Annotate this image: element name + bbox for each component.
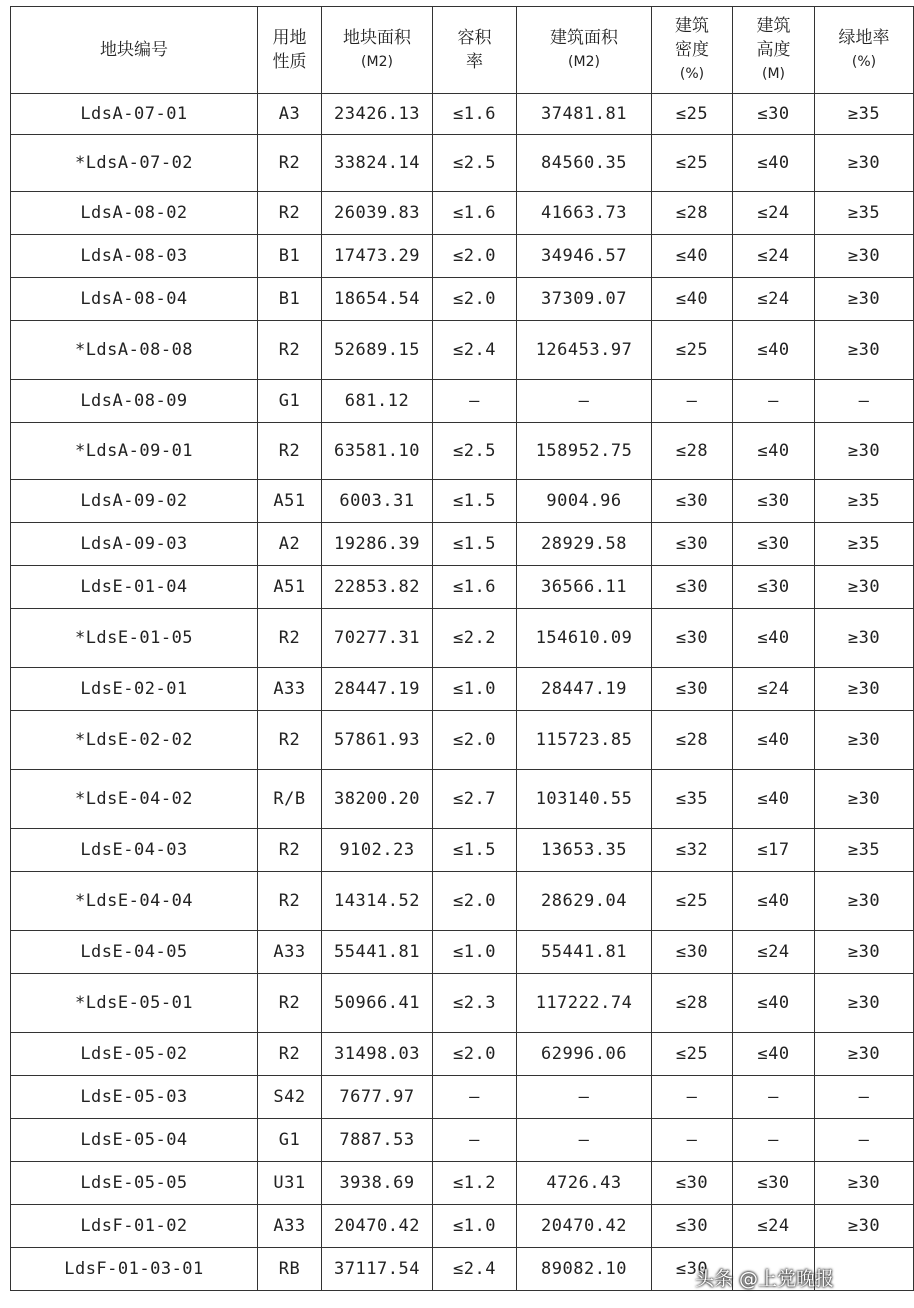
table-cell: ≤2.0 xyxy=(433,1033,517,1076)
table-cell: G1 xyxy=(258,380,322,423)
table-cell: ≤30 xyxy=(652,566,733,609)
table-cell: ≤30 xyxy=(652,480,733,523)
table-cell: ≤32 xyxy=(652,829,733,872)
table-cell: ≤40 xyxy=(733,711,815,770)
table-cell: LdsE-05-05 xyxy=(11,1162,258,1205)
table-cell: ≤24 xyxy=(733,1205,815,1248)
table-row xyxy=(11,235,914,278)
table-cell: LdsE-05-03 xyxy=(11,1076,258,1119)
table-cell: ≤1.5 xyxy=(433,480,517,523)
table-cell: 31498.03 xyxy=(322,1033,433,1076)
table-cell: ≤2.0 xyxy=(433,235,517,278)
table-cell: *LdsA-09-01 xyxy=(11,423,258,480)
table-cell: ≤40 xyxy=(652,278,733,321)
table-cell: B1 xyxy=(258,278,322,321)
table-cell: 158952.75 xyxy=(517,423,652,480)
table-cell: 20470.42 xyxy=(322,1205,433,1248)
table-cell: ≤30 xyxy=(733,523,815,566)
table-cell: 22853.82 xyxy=(322,566,433,609)
table-body xyxy=(11,94,914,1291)
table-cell: ≤40 xyxy=(733,609,815,668)
table-cell: RB xyxy=(258,1248,322,1291)
table-cell: — xyxy=(815,1119,914,1162)
table-cell: — xyxy=(815,380,914,423)
table-cell: ≤28 xyxy=(652,192,733,235)
table-cell: ≥30 xyxy=(815,1162,914,1205)
table-cell: ≤24 xyxy=(733,931,815,974)
table-cell: ≥30 xyxy=(815,1033,914,1076)
table-cell: LdsE-04-03 xyxy=(11,829,258,872)
table-cell: ≤40 xyxy=(733,872,815,931)
table-cell: *LdsE-02-02 xyxy=(11,711,258,770)
table-cell: 28447.19 xyxy=(517,668,652,711)
table-cell: 84560.35 xyxy=(517,135,652,192)
table-row xyxy=(11,278,914,321)
table-cell: ≤2.5 xyxy=(433,423,517,480)
table-cell: ≤24 xyxy=(733,235,815,278)
table-cell: ≥30 xyxy=(815,872,914,931)
table-cell: ≤40 xyxy=(733,423,815,480)
document-page xyxy=(10,6,890,1291)
table-cell: ≤25 xyxy=(652,1033,733,1076)
table-cell: ≤40 xyxy=(733,135,815,192)
table-cell: 62996.06 xyxy=(517,1033,652,1076)
table-cell: 55441.81 xyxy=(517,931,652,974)
table-cell: ≤40 xyxy=(733,321,815,380)
table-cell: LdsF-01-02 xyxy=(11,1205,258,1248)
column-header xyxy=(11,7,258,94)
column-header-line: 地块编号 xyxy=(100,40,168,60)
table-cell: LdsA-07-01 xyxy=(11,94,258,135)
table-cell: ≥30 xyxy=(815,278,914,321)
column-header-line: (M) xyxy=(761,66,785,82)
table-cell: LdsA-08-04 xyxy=(11,278,258,321)
table-cell: 63581.10 xyxy=(322,423,433,480)
table-cell: 36566.11 xyxy=(517,566,652,609)
table-row xyxy=(11,480,914,523)
table-cell: ≤1.0 xyxy=(433,931,517,974)
table-cell: R2 xyxy=(258,609,322,668)
table-cell: 37117.54 xyxy=(322,1248,433,1291)
table-cell: ≤28 xyxy=(652,423,733,480)
table-cell: ≤1.6 xyxy=(433,94,517,135)
table-header-row xyxy=(11,7,914,94)
table-cell: ≥35 xyxy=(815,94,914,135)
table-row xyxy=(11,872,914,931)
table-cell: ≤40 xyxy=(733,974,815,1033)
table-cell: 117222.74 xyxy=(517,974,652,1033)
table-cell: ≤30 xyxy=(652,1205,733,1248)
table-cell: ≤1.5 xyxy=(433,829,517,872)
column-header-line: 密度 xyxy=(675,40,709,60)
table-cell: R2 xyxy=(258,423,322,480)
table-cell: LdsA-08-02 xyxy=(11,192,258,235)
table-cell: ≥30 xyxy=(815,423,914,480)
table-cell: ≤24 xyxy=(733,668,815,711)
table-cell: 19286.39 xyxy=(322,523,433,566)
table-cell: *LdsA-08-08 xyxy=(11,321,258,380)
table-cell: ≤25 xyxy=(652,94,733,135)
table-cell: R2 xyxy=(258,1033,322,1076)
table-cell: ≤40 xyxy=(733,770,815,829)
table-cell: A51 xyxy=(258,480,322,523)
table-cell: *LdsA-07-02 xyxy=(11,135,258,192)
table-cell: — xyxy=(733,380,815,423)
table-row xyxy=(11,974,914,1033)
table-cell: ≥30 xyxy=(815,1205,914,1248)
table-cell: LdsF-01-03-01 xyxy=(11,1248,258,1291)
table-cell: 7887.53 xyxy=(322,1119,433,1162)
column-header-line: 用地 xyxy=(272,28,307,48)
table-cell: 23426.13 xyxy=(322,94,433,135)
table-cell: ≥30 xyxy=(815,321,914,380)
column-header-line: 地块面积 xyxy=(343,28,411,48)
column-header-line: (M2) xyxy=(568,54,600,70)
table-cell: ≤2.4 xyxy=(433,321,517,380)
table-cell: LdsA-09-03 xyxy=(11,523,258,566)
table-cell: ≥30 xyxy=(815,135,914,192)
column-header-line: 高度 xyxy=(756,40,791,60)
table-cell: ≤25 xyxy=(652,872,733,931)
table-cell: R2 xyxy=(258,192,322,235)
table-cell: 33824.14 xyxy=(322,135,433,192)
column-header-line: 性质 xyxy=(272,52,307,72)
table-cell: ≤2.7 xyxy=(433,770,517,829)
table-cell: ≤1.0 xyxy=(433,1205,517,1248)
table-cell: ≤35 xyxy=(652,770,733,829)
table-cell: R2 xyxy=(258,974,322,1033)
table-cell: 18654.54 xyxy=(322,278,433,321)
table-cell: 26039.83 xyxy=(322,192,433,235)
table-cell: ≤2.0 xyxy=(433,711,517,770)
table-cell: ≤30 xyxy=(733,480,815,523)
table-cell: — xyxy=(517,380,652,423)
table-cell: 9004.96 xyxy=(517,480,652,523)
table-cell: LdsE-01-04 xyxy=(11,566,258,609)
table-cell: 17473.29 xyxy=(322,235,433,278)
table-cell: LdsE-05-04 xyxy=(11,1119,258,1162)
table-cell: 28447.19 xyxy=(322,668,433,711)
table-cell: R2 xyxy=(258,829,322,872)
table-row xyxy=(11,1119,914,1162)
table-cell: ≤30 xyxy=(652,523,733,566)
table-cell: ≤1.2 xyxy=(433,1162,517,1205)
table-cell: 154610.09 xyxy=(517,609,652,668)
table-cell: — xyxy=(517,1119,652,1162)
table-cell: R2 xyxy=(258,135,322,192)
table-cell: — xyxy=(733,1119,815,1162)
table-cell: ≤2.3 xyxy=(433,974,517,1033)
table-cell: ≥30 xyxy=(815,668,914,711)
table-row xyxy=(11,321,914,380)
column-header-line: 容积 xyxy=(457,28,492,48)
table-row xyxy=(11,770,914,829)
table-cell: ≤30 xyxy=(733,94,815,135)
table-cell: R2 xyxy=(258,321,322,380)
table-cell: — xyxy=(433,1076,517,1119)
table-cell: — xyxy=(652,380,733,423)
table-cell: 89082.10 xyxy=(517,1248,652,1291)
table-cell: 14314.52 xyxy=(322,872,433,931)
column-header xyxy=(258,7,322,94)
table-cell: 7677.97 xyxy=(322,1076,433,1119)
table-cell: ≤28 xyxy=(652,711,733,770)
table-cell: ≥35 xyxy=(815,480,914,523)
table-cell: *LdsE-05-01 xyxy=(11,974,258,1033)
table-cell: LdsE-04-05 xyxy=(11,931,258,974)
table-row xyxy=(11,668,914,711)
table-row xyxy=(11,931,914,974)
table-cell: 52689.15 xyxy=(322,321,433,380)
column-header-line: 建筑 xyxy=(756,16,791,36)
table-row xyxy=(11,523,914,566)
table-cell: ≥35 xyxy=(815,829,914,872)
table-row xyxy=(11,711,914,770)
table-cell: A51 xyxy=(258,566,322,609)
table-cell: ≥30 xyxy=(815,235,914,278)
table-cell: ≤24 xyxy=(733,192,815,235)
column-header xyxy=(517,7,652,94)
table-cell: ≤25 xyxy=(652,135,733,192)
table-cell: R2 xyxy=(258,872,322,931)
table-cell: LdsA-08-09 xyxy=(11,380,258,423)
table-cell: ≤1.6 xyxy=(433,192,517,235)
table-cell: ≤30 xyxy=(733,1162,815,1205)
watermark-text: 头条 @上党晚报 xyxy=(695,1268,835,1290)
table-cell: 37309.07 xyxy=(517,278,652,321)
table-cell: ≤40 xyxy=(652,235,733,278)
table-cell: ≤30 xyxy=(652,609,733,668)
table-row xyxy=(11,1162,914,1205)
table-row xyxy=(11,1205,914,1248)
table-cell: 115723.85 xyxy=(517,711,652,770)
table-cell: — xyxy=(433,380,517,423)
table-cell: ≤30 xyxy=(733,566,815,609)
table-cell: A33 xyxy=(258,931,322,974)
table-cell: ≥30 xyxy=(815,931,914,974)
table-cell: U31 xyxy=(258,1162,322,1205)
table-cell: B1 xyxy=(258,235,322,278)
table-row xyxy=(11,1076,914,1119)
table-cell: 9102.23 xyxy=(322,829,433,872)
table-cell: 55441.81 xyxy=(322,931,433,974)
table-cell: 20470.42 xyxy=(517,1205,652,1248)
table-cell: LdsA-09-02 xyxy=(11,480,258,523)
table-cell: ≥30 xyxy=(815,974,914,1033)
column-header xyxy=(733,7,815,94)
table-cell: 57861.93 xyxy=(322,711,433,770)
table-cell: 28629.04 xyxy=(517,872,652,931)
table-cell: ≤2.0 xyxy=(433,872,517,931)
table-cell: ≤1.0 xyxy=(433,668,517,711)
table-cell: 3938.69 xyxy=(322,1162,433,1205)
table-cell: 41663.73 xyxy=(517,192,652,235)
table-cell: *LdsE-04-02 xyxy=(11,770,258,829)
table-cell: 34946.57 xyxy=(517,235,652,278)
table-cell: ≤30 xyxy=(652,1248,733,1291)
table-cell: 6003.31 xyxy=(322,480,433,523)
table-cell: *LdsE-01-05 xyxy=(11,609,258,668)
table-cell: 681.12 xyxy=(322,380,433,423)
table-cell: 70277.31 xyxy=(322,609,433,668)
column-header-line: 建筑 xyxy=(675,16,709,36)
table-cell: R2 xyxy=(258,711,322,770)
table-cell: ≤40 xyxy=(733,1033,815,1076)
table-cell: 103140.55 xyxy=(517,770,652,829)
table-cell: 50966.41 xyxy=(322,974,433,1033)
table-cell: ≥35 xyxy=(815,523,914,566)
column-header-line: (%) xyxy=(851,54,877,70)
table-cell: LdsE-05-02 xyxy=(11,1033,258,1076)
table-cell: ≤30 xyxy=(652,668,733,711)
column-header-line: (%) xyxy=(679,66,705,82)
table-cell: — xyxy=(517,1076,652,1119)
table-cell: ≤28 xyxy=(652,974,733,1033)
table-cell: LdsE-02-01 xyxy=(11,668,258,711)
table-cell: S42 xyxy=(258,1076,322,1119)
table-cell: ≤25 xyxy=(652,321,733,380)
column-header xyxy=(433,7,517,94)
table-row xyxy=(11,609,914,668)
table-cell: 4726.43 xyxy=(517,1162,652,1205)
table-cell: ≤17 xyxy=(733,829,815,872)
column-header xyxy=(652,7,733,94)
table-cell: LdsA-08-03 xyxy=(11,235,258,278)
table-row xyxy=(11,192,914,235)
column-header xyxy=(815,7,914,94)
table-cell: ≥30 xyxy=(815,770,914,829)
table-row xyxy=(11,423,914,480)
table-cell: — xyxy=(433,1119,517,1162)
column-header-line: 率 xyxy=(466,52,483,72)
table-cell: ≥30 xyxy=(815,566,914,609)
table-cell: ≤30 xyxy=(652,1162,733,1205)
table-cell: ≤24 xyxy=(733,278,815,321)
table-row xyxy=(11,135,914,192)
table-cell: — xyxy=(815,1076,914,1119)
table-cell: ≤1.5 xyxy=(433,523,517,566)
table-cell: A2 xyxy=(258,523,322,566)
land-parcel-table xyxy=(10,6,914,1291)
table-row xyxy=(11,94,914,135)
table-cell: — xyxy=(733,1076,815,1119)
table-row xyxy=(11,566,914,609)
table-cell: ≤2.0 xyxy=(433,278,517,321)
column-header xyxy=(322,7,433,94)
table-cell: ≤30 xyxy=(652,931,733,974)
table-cell: ≤1.6 xyxy=(433,566,517,609)
column-header-line: 建筑面积 xyxy=(550,28,618,48)
table-row xyxy=(11,829,914,872)
table-cell: A33 xyxy=(258,1205,322,1248)
table-cell: A33 xyxy=(258,668,322,711)
table-cell: ≥30 xyxy=(815,609,914,668)
table-cell: ≥30 xyxy=(815,711,914,770)
table-cell: 38200.20 xyxy=(322,770,433,829)
table-cell: *LdsE-04-04 xyxy=(11,872,258,931)
table-cell: ≤2.2 xyxy=(433,609,517,668)
table-cell: A3 xyxy=(258,94,322,135)
table-cell: 13653.35 xyxy=(517,829,652,872)
table-cell: ≥35 xyxy=(815,192,914,235)
table-cell: G1 xyxy=(258,1119,322,1162)
table-cell: ≤2.5 xyxy=(433,135,517,192)
table-row xyxy=(11,380,914,423)
column-header-line: (M2) xyxy=(361,54,393,70)
table-cell: — xyxy=(652,1076,733,1119)
table-cell: R/B xyxy=(258,770,322,829)
table-cell: 126453.97 xyxy=(517,321,652,380)
table-cell: 28929.58 xyxy=(517,523,652,566)
table-cell: 37481.81 xyxy=(517,94,652,135)
table-cell: — xyxy=(652,1119,733,1162)
column-header-line: 绿地率 xyxy=(838,28,890,48)
table-cell: ≤2.4 xyxy=(433,1248,517,1291)
table-row xyxy=(11,1033,914,1076)
